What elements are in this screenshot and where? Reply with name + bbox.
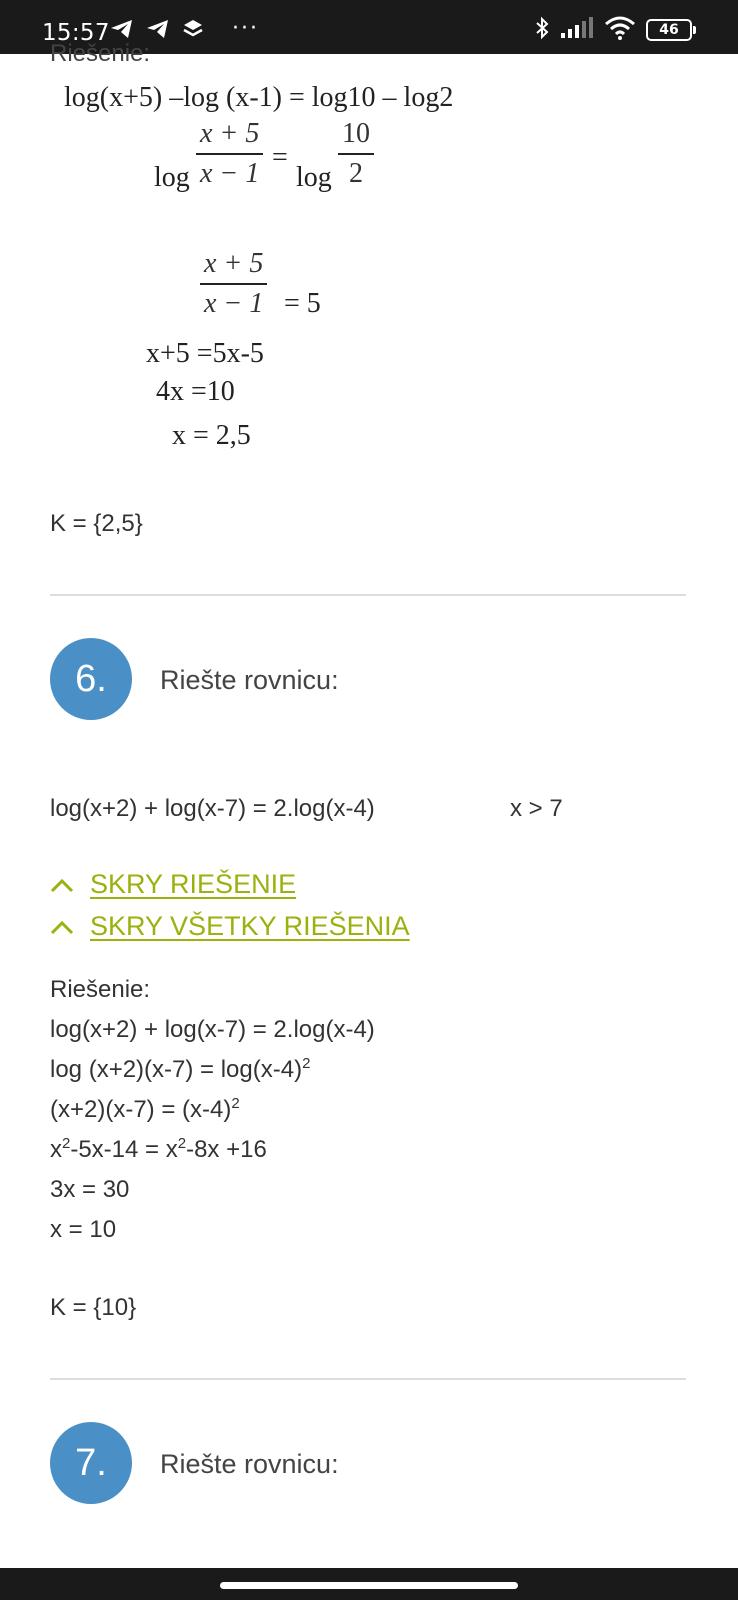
math-line-1: log(x+5) –log (x-1) = log10 – log2 — [64, 82, 454, 113]
wifi-icon — [604, 16, 636, 44]
status-time: 15:57 — [42, 20, 110, 46]
question-title: Riešte rovnicu: — [160, 1449, 339, 1479]
layers-icon — [182, 18, 204, 44]
solution-line: $\log (x+2)(x-7) = \log(x-4)^2$ — [50, 1055, 311, 1083]
math-line-4: x+5 =5x-5 — [146, 338, 264, 369]
solution-line: 3x = 30 — [50, 1176, 130, 1203]
question-equation: log(x+2) + log(x-7) = 2.log(x-4) — [50, 795, 375, 822]
more-notifications-icon: ··· — [232, 16, 259, 41]
result-set: K = {10} — [50, 1294, 137, 1321]
solution-line: $(x+2)(x-7) = (x-4)^2$ — [50, 1095, 240, 1123]
hide-all-solutions-link[interactable] — [50, 911, 410, 942]
question-title: Riešte rovnicu: — [160, 665, 339, 695]
math-equals: = — [272, 142, 288, 173]
math-log-word: log — [154, 162, 190, 193]
system-icons — [534, 16, 692, 44]
chevron-up-icon — [50, 877, 74, 893]
hide-solution-label: SKRY RIEŠENIE — [90, 869, 297, 899]
solution-label: Riešenie: — [50, 976, 151, 1003]
math-fraction: x + 5 x − 1 — [196, 118, 263, 190]
divider — [50, 1378, 686, 1380]
solution-label-partial: Riešenie: — [50, 40, 151, 67]
chevron-up-icon — [50, 919, 74, 935]
hide-all-solutions-label: SKRY VŠETKY RIEŠENIA — [90, 911, 410, 941]
battery-icon: 46 — [646, 19, 692, 41]
math-log-word: log — [296, 162, 332, 193]
home-gesture-handle[interactable] — [220, 1582, 518, 1589]
math-fraction: x + 5 x − 1 — [200, 248, 267, 320]
math-fraction: 10 2 — [338, 118, 374, 190]
system-nav-bar — [0, 1568, 738, 1600]
divider — [50, 594, 686, 596]
math-line-6: x = 2,5 — [172, 420, 251, 451]
solution-line: x = 10 — [50, 1216, 117, 1243]
bluetooth-icon — [534, 16, 550, 44]
hide-solution-link[interactable] — [50, 869, 296, 900]
solution-line: log(x+2) + log(x-7) = 2.log(x-4) — [50, 1016, 375, 1043]
math-line-5: 4x =10 — [156, 376, 235, 407]
math-eq5: = 5 — [284, 288, 321, 319]
question-number-badge: 7. — [50, 1422, 132, 1504]
page-content — [0, 40, 738, 1568]
solution-line: $x^2-5x-14 = x^2-8x +16$ — [50, 1135, 267, 1163]
question-condition: x > 7 — [510, 795, 563, 822]
question-number-badge: 6. — [50, 638, 132, 720]
signal-icon — [560, 17, 594, 43]
result-set: K = {2,5} — [50, 510, 143, 537]
